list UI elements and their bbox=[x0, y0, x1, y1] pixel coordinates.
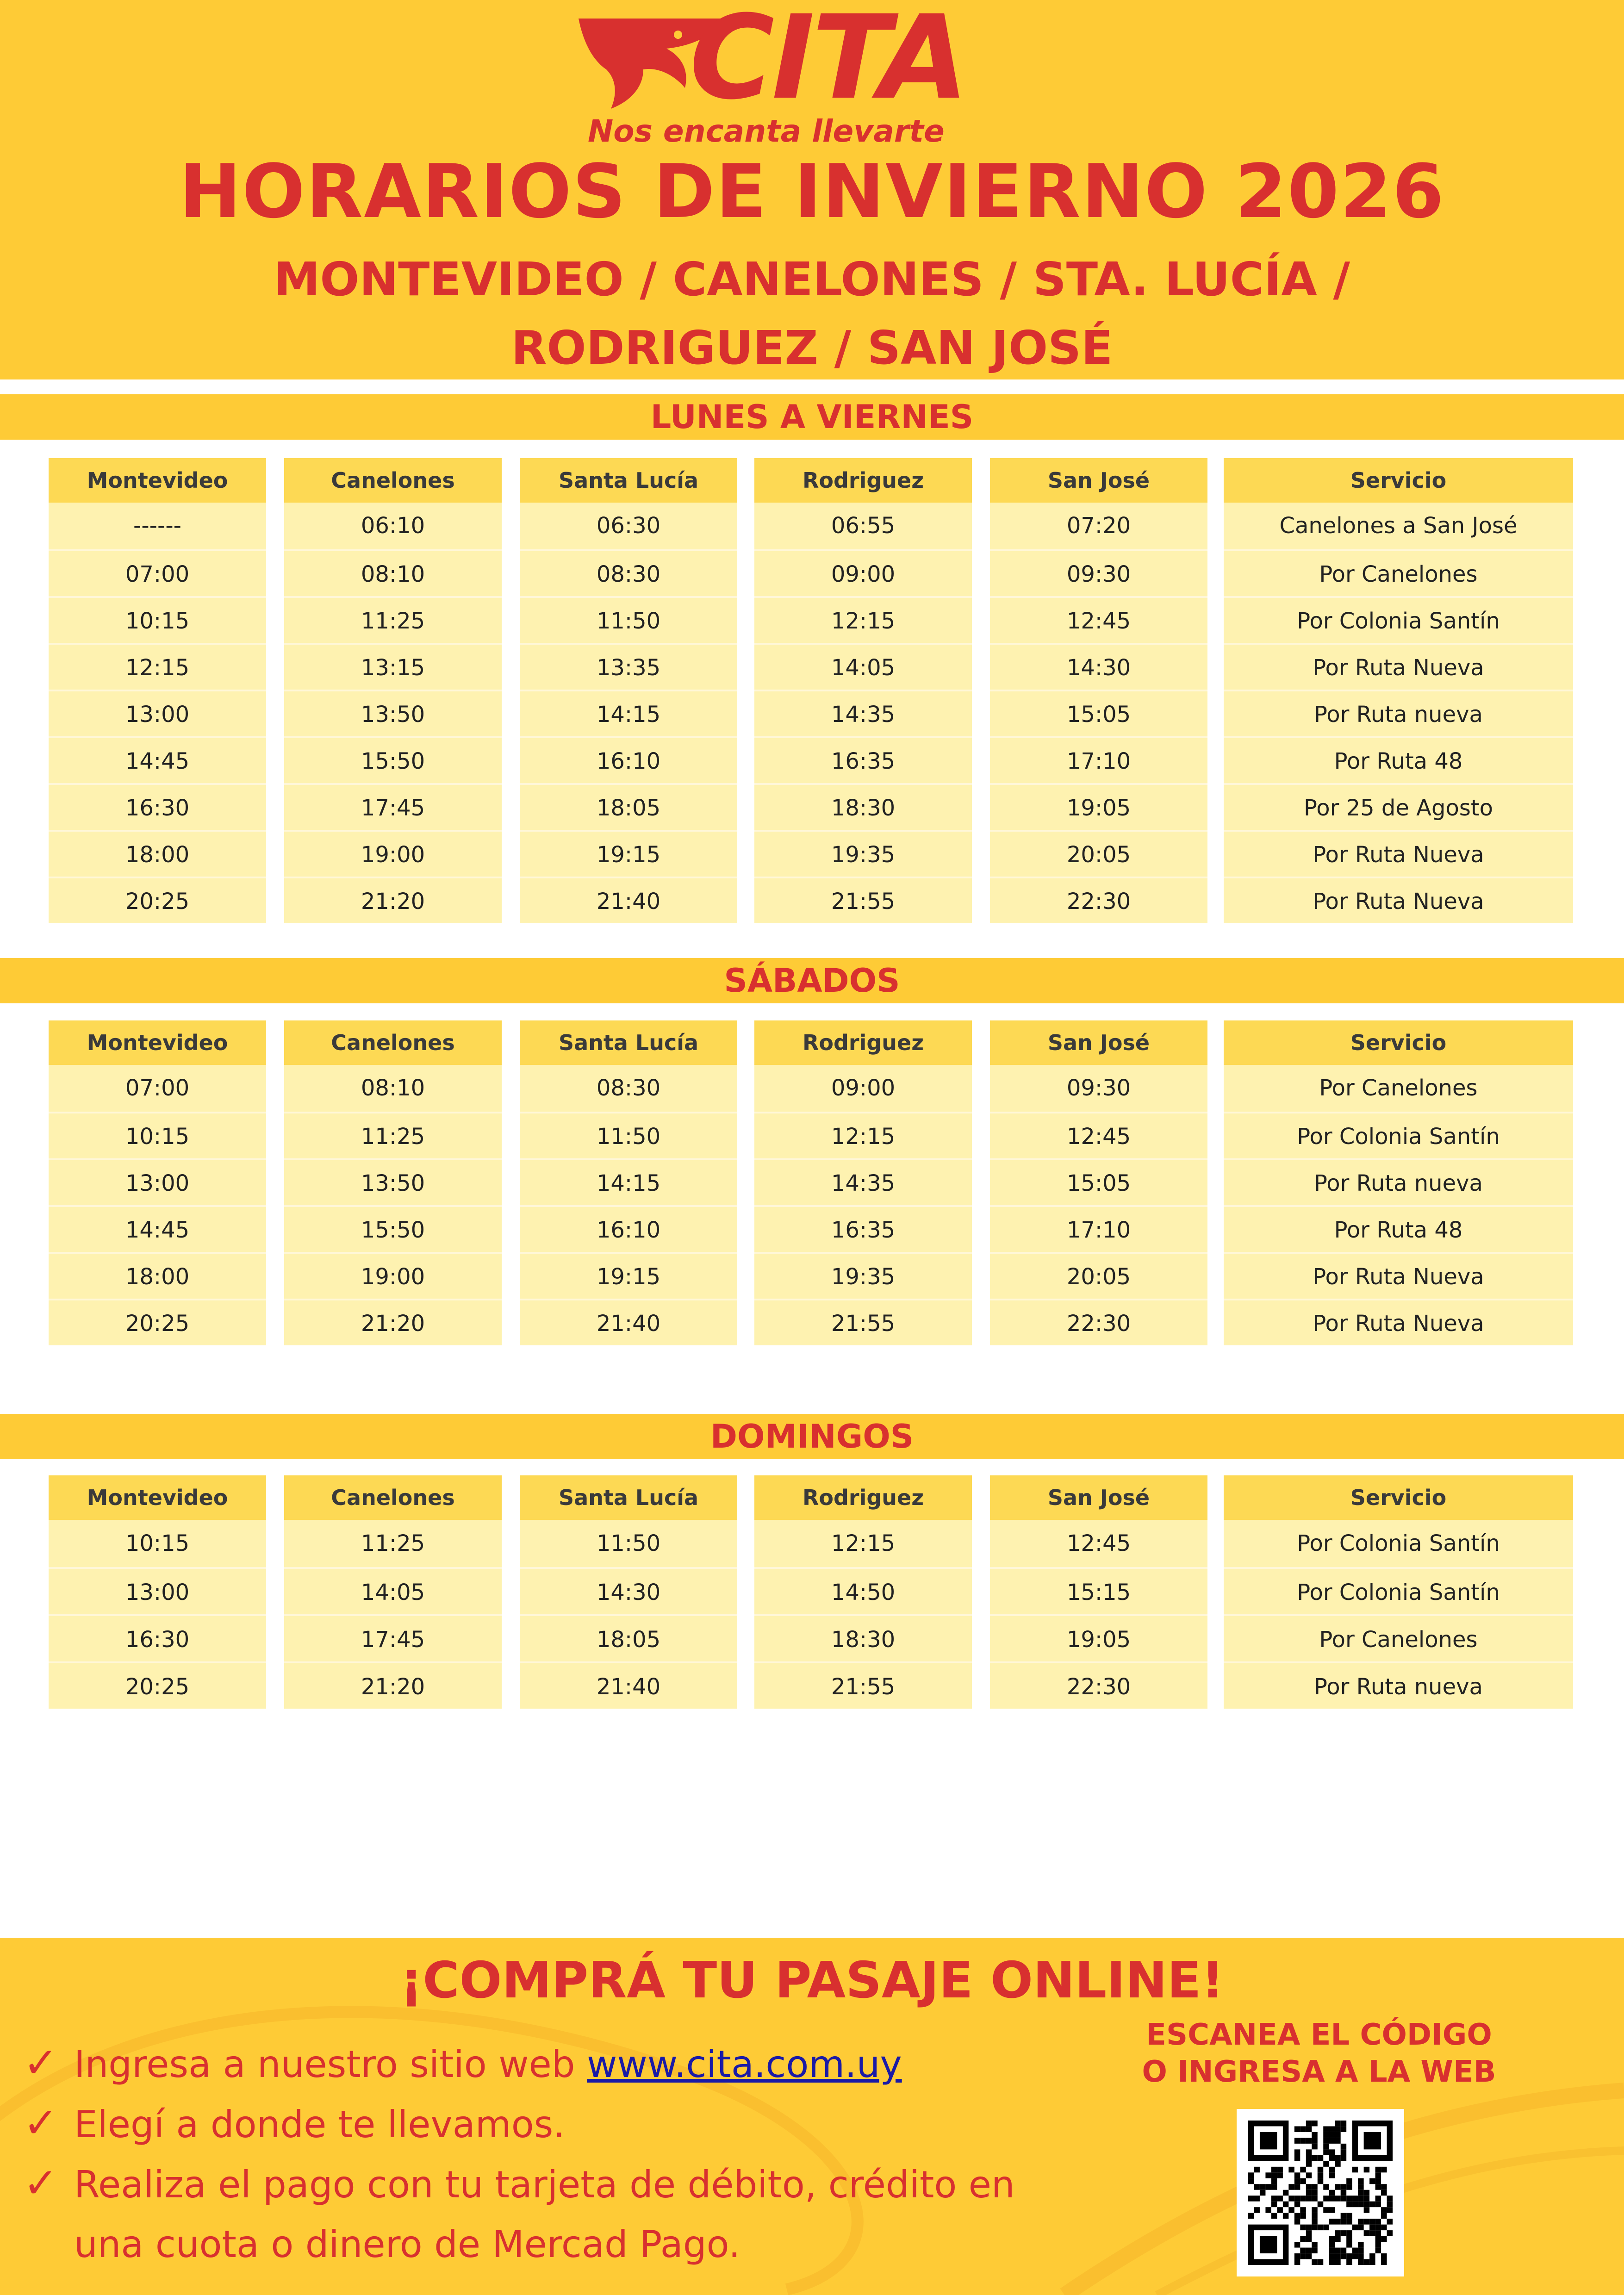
column-header-servicio: Servicio bbox=[1224, 1475, 1573, 1520]
table-cell: 18:00 bbox=[49, 830, 266, 877]
route-subtitle-line1: MONTEVIDEO / CANELONES / STA. LUCÍA / bbox=[274, 252, 1350, 306]
scan-instructions bbox=[1120, 2016, 1518, 2090]
weekdays-title: LUNES A VIERNES bbox=[0, 394, 1624, 440]
checkmark-icon: ✓ bbox=[23, 2099, 58, 2147]
column-canelones bbox=[284, 458, 502, 923]
column-header-servicio: Servicio bbox=[1224, 458, 1573, 503]
table-cell: 12:15 bbox=[754, 1520, 972, 1567]
table-cell: 09:30 bbox=[990, 1065, 1207, 1112]
table-cell: Por Colonia Santín bbox=[1224, 1567, 1573, 1614]
column-header-san-jose: San José bbox=[990, 1020, 1207, 1065]
column-canelones bbox=[284, 1020, 502, 1345]
table-cell: Por Colonia Santín bbox=[1224, 1520, 1573, 1567]
table-cell: 16:10 bbox=[520, 1205, 737, 1252]
column-servicio bbox=[1224, 1020, 1573, 1345]
table-cell: 21:40 bbox=[520, 1299, 737, 1345]
column-montevideo bbox=[49, 458, 266, 923]
table-cell: 14:45 bbox=[49, 1205, 266, 1252]
table-cell: Por Canelones bbox=[1224, 1065, 1573, 1112]
column-santa-lucia bbox=[520, 1475, 737, 1709]
checkmark-icon: ✓ bbox=[23, 2159, 58, 2208]
footer-title: ¡COMPRÁ TU PASAJE ONLINE! bbox=[400, 1952, 1224, 2009]
table-cell: 17:10 bbox=[990, 736, 1207, 783]
table-cell: 13:00 bbox=[49, 1567, 266, 1614]
table-cell: 14:35 bbox=[754, 690, 972, 736]
table-cell: 20:05 bbox=[990, 830, 1207, 877]
table-cell: 20:05 bbox=[990, 1252, 1207, 1299]
table-cell: 14:15 bbox=[520, 1158, 737, 1205]
column-canelones bbox=[284, 1475, 502, 1709]
column-san-jose bbox=[990, 458, 1207, 923]
column-header-servicio: Servicio bbox=[1224, 1020, 1573, 1065]
column-header-canelones: Canelones bbox=[284, 1475, 502, 1520]
column-header-canelones: Canelones bbox=[284, 1020, 502, 1065]
column-montevideo bbox=[49, 1020, 266, 1345]
table-cell: 07:20 bbox=[990, 503, 1207, 549]
column-header-montevideo: Montevideo bbox=[49, 1020, 266, 1065]
table-cell: 12:45 bbox=[990, 1520, 1207, 1567]
header bbox=[0, 0, 1624, 379]
table-cell: Por Colonia Santín bbox=[1224, 596, 1573, 643]
table-cell: Por Ruta 48 bbox=[1224, 736, 1573, 783]
table-cell: 09:30 bbox=[990, 549, 1207, 596]
column-santa-lucia bbox=[520, 1020, 737, 1345]
table-cell: Por Ruta 48 bbox=[1224, 1205, 1573, 1252]
table-cell: 14:50 bbox=[754, 1567, 972, 1614]
table-cell: 19:00 bbox=[284, 1252, 502, 1299]
step-1-text: Ingresa a nuestro sitio web bbox=[74, 2043, 587, 2086]
table-cell: 18:30 bbox=[754, 783, 972, 830]
cita-logo bbox=[574, 0, 990, 149]
table-cell: 17:45 bbox=[284, 783, 502, 830]
table-cell: 06:55 bbox=[754, 503, 972, 549]
column-rodriguez bbox=[754, 458, 972, 923]
table-cell: 20:25 bbox=[49, 877, 266, 923]
table-cell: 16:35 bbox=[754, 736, 972, 783]
table-cell: 12:45 bbox=[990, 596, 1207, 643]
table-cell: 19:00 bbox=[284, 830, 502, 877]
table-cell: Por Ruta Nueva bbox=[1224, 1252, 1573, 1299]
table-cell: 11:25 bbox=[284, 1112, 502, 1158]
column-rodriguez bbox=[754, 1475, 972, 1709]
column-san-jose bbox=[990, 1475, 1207, 1709]
sundays-title: DOMINGOS bbox=[0, 1414, 1624, 1459]
column-rodriguez bbox=[754, 1020, 972, 1345]
step-3 bbox=[23, 2153, 1015, 2215]
step-3-text-line2: una cuota o dinero de Mercad Pago. bbox=[74, 2223, 740, 2266]
column-header-santa-lucia: Santa Lucía bbox=[520, 1475, 737, 1520]
table-cell: 15:15 bbox=[990, 1567, 1207, 1614]
step-3-continued bbox=[74, 2214, 740, 2275]
table-cell: Por Ruta Nueva bbox=[1224, 643, 1573, 690]
table-cell: 09:00 bbox=[754, 549, 972, 596]
table-cell: 12:15 bbox=[754, 1112, 972, 1158]
table-cell: 21:40 bbox=[520, 1661, 737, 1709]
table-cell: 21:20 bbox=[284, 1299, 502, 1345]
table-cell: 11:50 bbox=[520, 1112, 737, 1158]
table-cell: 19:05 bbox=[990, 1614, 1207, 1661]
table-cell: 20:25 bbox=[49, 1661, 266, 1709]
table-cell: 12:15 bbox=[49, 643, 266, 690]
table-cell: Por Canelones bbox=[1224, 1614, 1573, 1661]
table-cell: 08:10 bbox=[284, 1065, 502, 1112]
table-cell: 19:05 bbox=[990, 783, 1207, 830]
table-cell: 10:15 bbox=[49, 1112, 266, 1158]
table-cell: 14:35 bbox=[754, 1158, 972, 1205]
column-header-montevideo: Montevideo bbox=[49, 1475, 266, 1520]
table-cell: 16:30 bbox=[49, 1614, 266, 1661]
table-cell: 06:30 bbox=[520, 503, 737, 549]
column-servicio bbox=[1224, 458, 1573, 923]
column-header-canelones: Canelones bbox=[284, 458, 502, 503]
table-cell: 21:20 bbox=[284, 877, 502, 923]
column-header-santa-lucia: Santa Lucía bbox=[520, 458, 737, 503]
logo-wordmark: CITA bbox=[690, 0, 966, 125]
table-cell: 10:15 bbox=[49, 596, 266, 643]
table-cell: 19:35 bbox=[754, 1252, 972, 1299]
footer-buy-online bbox=[0, 1938, 1624, 2295]
table-cell: 13:15 bbox=[284, 643, 502, 690]
table-cell: Canelones a San José bbox=[1224, 503, 1573, 549]
table-cell: 14:30 bbox=[520, 1567, 737, 1614]
checkmark-icon: ✓ bbox=[23, 2039, 58, 2087]
table-cell: 07:00 bbox=[49, 549, 266, 596]
table-cell: 16:10 bbox=[520, 736, 737, 783]
table-cell: 15:05 bbox=[990, 1158, 1207, 1205]
table-cell: 07:00 bbox=[49, 1065, 266, 1112]
table-cell: 11:25 bbox=[284, 1520, 502, 1567]
table-cell: 21:55 bbox=[754, 1299, 972, 1345]
table-cell: 21:20 bbox=[284, 1661, 502, 1709]
table-cell: 18:00 bbox=[49, 1252, 266, 1299]
table-cell: 19:15 bbox=[520, 1252, 737, 1299]
table-cell: 22:30 bbox=[990, 1661, 1207, 1709]
table-cell: Por Ruta Nueva bbox=[1224, 1299, 1573, 1345]
table-cell: Por Ruta Nueva bbox=[1224, 830, 1573, 877]
step-2 bbox=[23, 2093, 565, 2155]
table-cell: 10:15 bbox=[49, 1520, 266, 1567]
column-header-san-jose: San José bbox=[990, 1475, 1207, 1520]
page-title: HORARIOS DE INVIERNO 2026 bbox=[179, 148, 1445, 235]
table-cell: 06:10 bbox=[284, 503, 502, 549]
table-cell: 15:50 bbox=[284, 736, 502, 783]
table-cell: 17:10 bbox=[990, 1205, 1207, 1252]
qr-code-icon[interactable] bbox=[1237, 2109, 1404, 2276]
table-cell: 14:05 bbox=[754, 643, 972, 690]
column-header-rodriguez: Rodriguez bbox=[754, 1475, 972, 1520]
table-cell: 21:55 bbox=[754, 877, 972, 923]
table-cell: 21:55 bbox=[754, 1661, 972, 1709]
column-header-rodriguez: Rodriguez bbox=[754, 1020, 972, 1065]
table-cell: Por Ruta nueva bbox=[1224, 690, 1573, 736]
table-cell: 16:35 bbox=[754, 1205, 972, 1252]
table-cell: 08:30 bbox=[520, 1065, 737, 1112]
table-cell: Por Canelones bbox=[1224, 549, 1573, 596]
saturdays-title: SÁBADOS bbox=[0, 958, 1624, 1003]
table-cell: 11:50 bbox=[520, 596, 737, 643]
column-santa-lucia bbox=[520, 458, 737, 923]
table-cell: Por 25 de Agosto bbox=[1224, 783, 1573, 830]
table-cell: 12:45 bbox=[990, 1112, 1207, 1158]
column-servicio bbox=[1224, 1475, 1573, 1709]
table-cell: 15:50 bbox=[284, 1205, 502, 1252]
table-cell: 09:00 bbox=[754, 1065, 972, 1112]
table-cell: 18:05 bbox=[520, 1614, 737, 1661]
table-cell: 08:30 bbox=[520, 549, 737, 596]
table-cell: 18:05 bbox=[520, 783, 737, 830]
table-cell: 21:40 bbox=[520, 877, 737, 923]
table-cell: Por Colonia Santín bbox=[1224, 1112, 1573, 1158]
table-cell: 11:25 bbox=[284, 596, 502, 643]
column-montevideo bbox=[49, 1475, 266, 1709]
column-header-santa-lucia: Santa Lucía bbox=[520, 1020, 737, 1065]
column-header-montevideo: Montevideo bbox=[49, 458, 266, 503]
table-cell: 13:50 bbox=[284, 1158, 502, 1205]
step-1 bbox=[23, 2033, 902, 2095]
table-cell: Por Ruta nueva bbox=[1224, 1158, 1573, 1205]
table-cell: 16:30 bbox=[49, 783, 266, 830]
table-cell: ------ bbox=[49, 503, 266, 549]
table-cell: 13:50 bbox=[284, 690, 502, 736]
table-cell: 19:35 bbox=[754, 830, 972, 877]
table-cell: 17:45 bbox=[284, 1614, 502, 1661]
table-cell: 12:15 bbox=[754, 596, 972, 643]
scan-line1: ESCANEA EL CÓDIGO bbox=[1146, 2018, 1492, 2052]
step-3-text-line1: Realiza el pago con tu tarjeta de débito, crédito en bbox=[74, 2163, 1015, 2206]
column-header-san-jose: San José bbox=[990, 458, 1207, 503]
table-cell: 22:30 bbox=[990, 1299, 1207, 1345]
table-cell: 13:00 bbox=[49, 1158, 266, 1205]
step-2-text: Elegí a donde te llevamos. bbox=[74, 2103, 565, 2146]
table-cell: 19:15 bbox=[520, 830, 737, 877]
scan-line2: O INGRESA A LA WEB bbox=[1142, 2055, 1496, 2089]
table-cell: 14:45 bbox=[49, 736, 266, 783]
table-cell: Por Ruta Nueva bbox=[1224, 877, 1573, 923]
table-cell: 14:15 bbox=[520, 690, 737, 736]
route-subtitle-line2: RODRIGUEZ / SAN JOSÉ bbox=[511, 321, 1113, 375]
table-cell: 13:35 bbox=[520, 643, 737, 690]
slogan: Nos encanta llevarte bbox=[588, 113, 945, 149]
table-cell: 11:50 bbox=[520, 1520, 737, 1567]
table-cell: 14:30 bbox=[990, 643, 1207, 690]
table-cell: 15:05 bbox=[990, 690, 1207, 736]
table-cell: 08:10 bbox=[284, 549, 502, 596]
website-link[interactable]: www.cita.com.uy bbox=[586, 2043, 902, 2086]
table-cell: 13:00 bbox=[49, 690, 266, 736]
table-cell: 18:30 bbox=[754, 1614, 972, 1661]
table-cell: Por Ruta nueva bbox=[1224, 1661, 1573, 1709]
table-cell: 20:25 bbox=[49, 1299, 266, 1345]
column-san-jose bbox=[990, 1020, 1207, 1345]
route-subtitle bbox=[0, 245, 1624, 382]
table-cell: 22:30 bbox=[990, 877, 1207, 923]
column-header-rodriguez: Rodriguez bbox=[754, 458, 972, 503]
table-cell: 14:05 bbox=[284, 1567, 502, 1614]
